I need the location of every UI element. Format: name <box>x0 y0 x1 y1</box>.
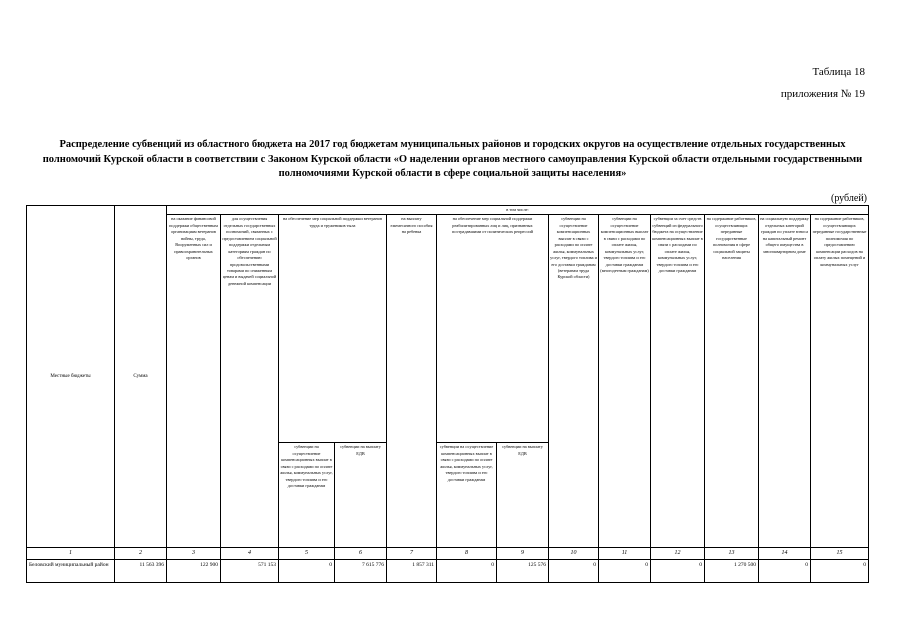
units-label: (рублей) <box>830 193 867 204</box>
document-title: Распределение субвенций из областного бюджета на 2017 год бюджетам муниципальных районов и городских округов на осуществление отдельных государственных полномочий Курской области в соответствии с Законом Курской области «О наделении органов местного самоуправления Курской области отдельными государственными полномочиями Курской области в сфере социальной защиты населения» <box>42 139 863 180</box>
column-number: 3 <box>167 548 221 560</box>
value-cell: 1 857 311 <box>387 560 437 583</box>
header-col14: на социальную поддержку отдельных категорий граждан по уплате взноса на капитальный ремонт общего имущества в многоквартирном доме <box>759 215 811 548</box>
value-cell: 0 <box>549 560 599 583</box>
value-cell: 0 <box>279 560 335 583</box>
header-col8-9: на обеспечение мер социальной поддержки реабилитированных лиц и лиц, признанных пострадавшими от политических репрессий <box>437 215 549 443</box>
value-cell: 1 270 500 <box>705 560 759 583</box>
header-col13: на содержание работников, осуществляющих переданные государственные полномочия в сфере социальной защиты населения <box>705 215 759 548</box>
value-cell: 122 900 <box>167 560 221 583</box>
budget-name-cell: Беловский муниципальный район <box>27 560 115 583</box>
subheader-col6: субвенции на выплату ЕДВ <box>335 443 387 548</box>
value-cell: 11 563 396 <box>115 560 167 583</box>
header-col12: субвенции за счет средств субвенций из федерального бюджета на осуществление компенсационных выплат в связи с расходами по оплате жилья, коммунальных услуг, твердого топлива и его доставки гражданам <box>651 215 705 548</box>
header-including: в том числе: <box>167 206 869 215</box>
column-number: 4 <box>221 548 279 560</box>
value-cell: 0 <box>599 560 651 583</box>
header-col7: на выплату ежемесячного пособия на ребенка <box>387 215 437 548</box>
value-cell: 0 <box>759 560 811 583</box>
value-cell: 571 153 <box>221 560 279 583</box>
value-cell: 0 <box>437 560 497 583</box>
appendix-number-label: приложения № 19 <box>780 88 865 100</box>
column-number: 6 <box>335 548 387 560</box>
column-number: 14 <box>759 548 811 560</box>
column-number: 11 <box>599 548 651 560</box>
value-cell: 0 <box>651 560 705 583</box>
column-number: 8 <box>437 548 497 560</box>
header-local-budgets: Местные бюджеты <box>27 206 115 548</box>
subheader-col9: субвенции на выплату ЕДВ <box>497 443 549 548</box>
table-number-label: Таблица 18 <box>812 66 865 78</box>
column-number: 1 <box>27 548 115 560</box>
column-number: 5 <box>279 548 335 560</box>
header-sum: Сумма <box>115 206 167 548</box>
column-number: 15 <box>811 548 869 560</box>
header-col11: субвенции на осуществление компенсационных выплат в связи с расходами по оплате жилья, коммунальных услуг, твердого топлива и его доставки гражданам (многодетным гражданам) <box>599 215 651 548</box>
value-cell: 7 615 776 <box>335 560 387 583</box>
column-number-row <box>27 548 869 560</box>
subheader-col5: субвенции на осуществление компенсационных выплат в связи с расходами по оплате жилья, коммунальных услуг, твердого топлива и его доставки гражданам <box>279 443 335 548</box>
column-number: 7 <box>387 548 437 560</box>
header-col10: субвенции на осуществление компенсационных выплат в связи с расходами по оплате жилья, коммунальных услуг, твердого топлива и его доставки гражданам (ветеранам труда Курской области) <box>549 215 599 548</box>
subheader-col8: субвенции на осуществление компенсационных выплат в связи с расходами по оплате жилья, коммунальных услуг, твердого топлива и его доставки гражданам <box>437 443 497 548</box>
header-col4: для осуществления отдельных государственных полномочий, связанных с предоставлением социальной поддержки отдельным категориям граждан по обеспечению продовольственными товарами по сниженным ценам и выдачей социальной денежной компенсации <box>221 215 279 548</box>
value-cell: 125 576 <box>497 560 549 583</box>
column-number: 2 <box>115 548 167 560</box>
header-col3: на оказание финансовой поддержки общественным организациям ветеранов войны, труда, Вооруженных сил и правоохранительных органов <box>167 215 221 548</box>
header-col15: на содержание работников, осуществляющих переданные государственные полномочия по предоставлению компенсации расходов на оплату жилых помещений и коммунальных услуг <box>811 215 869 548</box>
value-cell: 0 <box>811 560 869 583</box>
subvention-table <box>26 205 869 583</box>
column-number: 9 <box>497 548 549 560</box>
header-col5-6: на обеспечение мер социальной поддержки ветеранов труда и тружеников тыла <box>279 215 387 443</box>
column-number: 13 <box>705 548 759 560</box>
column-number: 10 <box>549 548 599 560</box>
column-number: 12 <box>651 548 705 560</box>
table-row <box>27 560 869 583</box>
